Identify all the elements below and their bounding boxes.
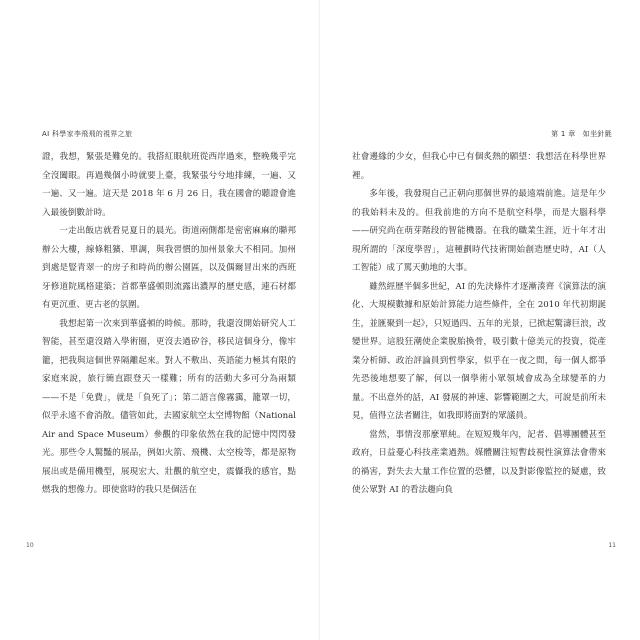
right-paragraph-3: 雖然經歷半個多世紀，AI 的先決條件才逐漸湊齊《演算法的演化、大規模數據和原始計算能力這些條件，全在 2010 年代初期誕生，並匯聚到一起》，只短過四、五年的光景，已掀起驚濤巨浪，改變世界。這股狂潮使企業脫胎換骨，吸引數十億美元的投資，從產業分析師、政治評論員到哲學家，似乎在一夜之間，每一個人都爭先恐後地想要了解，何以一個學術小眾領域會成為全球變革的力量。不出意外的話，AI 發展的神速、影響範圍之大，可說是前所未見，值得立法者關注，如我即將面對的眾議員。 xyxy=(352,281,606,421)
left-paragraph-1: 證，我想，緊張是難免的。我搭紅眼航班從西岸過來，整晚幾乎完全沒闔眼。再過幾個小時就要上臺，我緊張兮兮地排練，一遍、又一遍、又一遍。這天是 2018 年 6 月 26 日，我在國會的聽證會進入最後倒數計時。 xyxy=(42,152,296,218)
left-body-text xyxy=(42,148,296,500)
left-paragraph-2: 一走出飯店就看見夏日的晨光。街道兩側都是密密麻麻的聯邦辦公大樓，線條粗獷、單調，與我習慣的加州景象大不相同。加州到處是豎青翠一的房子和時尚的辦公園區，以及偶爾冒出來的西班牙修道院風格建築；首都華盛頓則流露出濃厚的歷史感，連石材都有更沉重、更古老的氛圍。 xyxy=(42,226,296,310)
right-page-number: 11 xyxy=(608,542,616,549)
right-body-text xyxy=(352,148,606,500)
right-paragraph-2: 多年後，我發現自己正朝向那個世界的最遠端前進。這是年少的我始料未及的。但我前進的方向不是航空科學，而是大腦科學——研究尚在萌芽階段的智能機器。在我的職業生涯，近十年才出現所謂的「深度學習」，這種劃時代技術開始創造歷史時，AI（人工智能）成了罵天動地的大事。 xyxy=(352,189,606,273)
right-running-head: 第 1 章 如坐針氈 xyxy=(551,130,612,138)
left-paragraph-3: 我想起第一次來到華盛頓的時候。那時，我還沒開始研究人工智能，甚至還沒踏入學術圈，更沒去過矽谷，移民這個身分，像牢籠，把我與這個世界隔離起來。對人不敷出、英語能力極其有限的家庭來說，旅行簡直跟登天一樣難；所有的活動大多可分為兩類——不是「免費」，就是「負死了」；第二語言像霧靄，籠罩一切，似乎永遠不會消散。儘管如此，去國家航空太空博物館（National Air and Space Museum）參觀的印象依然在我的記憶中閃閃發光。那些令人驚豔的展品，例如火箭、飛機、太空梭等，都是原物展出或是備用機型，展現宏大、壯觀的航空史，震懾我的感官，點燃我的想像力。即使當時的我只是個活在 xyxy=(42,318,296,495)
left-running-head: AI 科學家李飛飛的視界之旅 xyxy=(42,130,133,138)
right-paragraph-1: 社會邊緣的少女，但我心中已有個炙熱的願望：我想活在科學世界裡。 xyxy=(352,152,606,181)
right-paragraph-4: 當然，事情沒那麼單純。在短短幾年內，記者、倡導團體甚至政府，日益憂心科技產業過熱。媒體關注短暫歧視性演算法會帶來的禍害，對失去大量工作位置的恐懼，以及對影像監控的疑慮，致使公眾對 AI 的看法趨向負 xyxy=(352,429,606,495)
right-page xyxy=(320,0,640,640)
left-page-number: 10 xyxy=(26,542,34,549)
